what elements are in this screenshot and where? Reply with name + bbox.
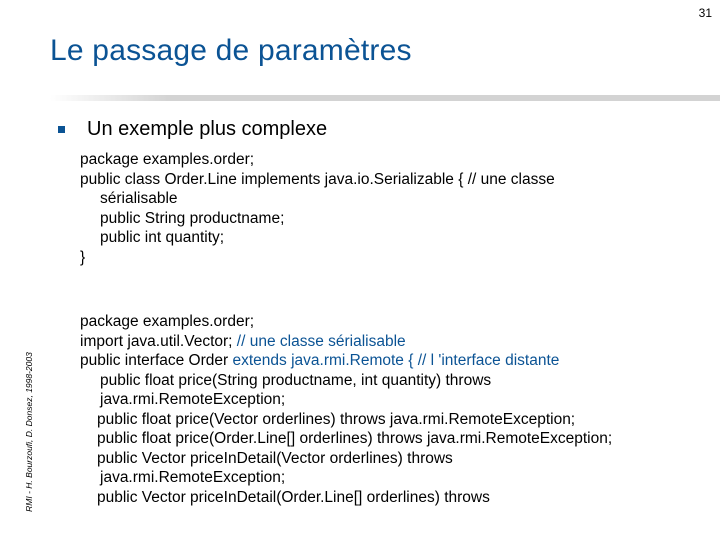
vertical-credit: RMI - H. Bourzoufi, D. Donsez, 1998-2003 <box>24 352 34 512</box>
code-block-order-interface <box>80 312 612 507</box>
bullet-row <box>58 118 327 141</box>
title-underline <box>50 95 720 101</box>
code-segment: Order.Line implements java.io.Serializable { // une classe <box>164 170 555 188</box>
code-line: java.rmi.RemoteException; <box>100 469 286 486</box>
code-segment: import java.util.Vector; <box>80 332 237 350</box>
code-line: sérialisable <box>100 190 178 207</box>
code-segment: public interface Order <box>80 352 233 369</box>
code-block-orderline <box>80 150 555 267</box>
code-line: public int quantity; <box>100 229 225 246</box>
code-line: java.rmi.RemoteException; <box>100 391 286 408</box>
code-segment: public class <box>80 170 165 188</box>
code-line: public float price(Order.Line[] orderlines) throws java.rmi.RemoteException; <box>97 430 613 447</box>
code-line <box>80 351 612 371</box>
code-line: package examples.order; <box>80 313 255 330</box>
page-number: 31 <box>698 6 712 20</box>
code-line: package examples.order; <box>80 151 255 168</box>
code-line: public String productname; <box>100 209 285 227</box>
code-line: public float price(String productname, int quantity) throws <box>100 371 492 389</box>
square-bullet-icon <box>58 126 65 133</box>
code-line <box>80 170 555 190</box>
code-highlight: extends java.rmi.Remote { // l 'interface distante <box>232 352 560 369</box>
code-line <box>80 332 612 352</box>
slide-title: Le passage de paramètres <box>50 34 412 67</box>
code-line: public float price(Vector orderlines) throws java.rmi.RemoteException; <box>97 410 576 428</box>
code-line: public Vector priceInDetail(Order.Line[] orderlines) throws <box>97 488 490 506</box>
code-line: public Vector priceInDetail(Vector orderlines) throws <box>97 449 453 467</box>
bullet-text: Un exemple plus complexe <box>87 118 328 140</box>
code-comment: // une classe sérialisable <box>236 332 406 350</box>
code-line: } <box>80 248 86 266</box>
